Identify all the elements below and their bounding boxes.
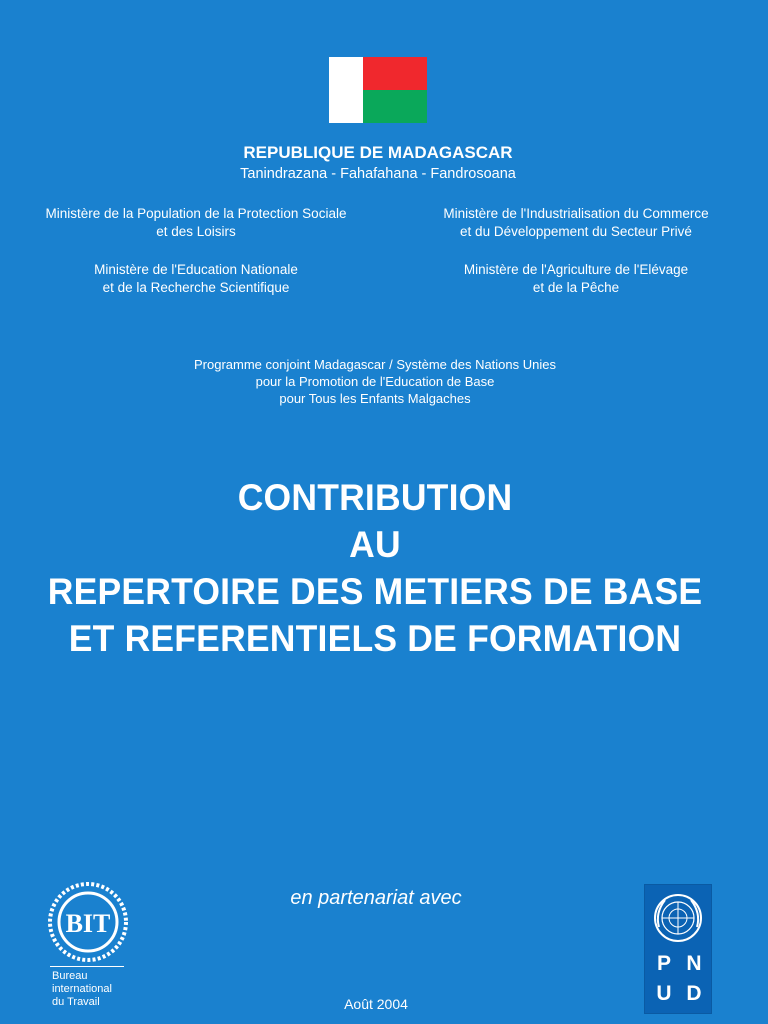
- ministry-industry: Ministère de l'Industrialisation du Commerce et du Développement du Secteur Privé: [443, 206, 709, 239]
- programme-description: Programme conjoint Madagascar / Système des Nations Unies pour la Promotion de l'Education de Base pour Tous les Enfants Malgaches: [194, 357, 556, 406]
- bit-name: Bureau international du Travail: [52, 970, 112, 1008]
- bit-divider: [50, 966, 124, 967]
- ministry-agriculture: Ministère de l'Agriculture de l'Elévage et de la Pêche: [463, 262, 689, 295]
- republic-title: REPUBLIQUE DE MADAGASCAR: [243, 143, 513, 162]
- pnud-letter-u: U: [656, 982, 672, 1005]
- madagascar-flag: [329, 57, 427, 123]
- un-emblem-icon: [651, 891, 705, 945]
- document-title: CONTRIBUTION AU REPERTOIRE DES METIERS DE BASE ET REFERENTIELS DE FORMATION: [47, 477, 703, 659]
- ministry-education: Ministère de l'Education Nationale et de la Recherche Scientifique: [94, 262, 298, 295]
- national-motto: Tanindrazana - Fahafahana - Fandrosoana: [240, 166, 516, 182]
- pnud-letter-d: D: [686, 982, 702, 1005]
- ministry-population: Ministère de la Population de la Protection Sociale et des Loisirs: [45, 206, 347, 239]
- bit-logo-icon: [40, 880, 136, 976]
- publication-date: Août 2004: [344, 996, 408, 1012]
- pnud-logo: [644, 884, 712, 1014]
- pnud-letter-p: P: [656, 952, 671, 975]
- pnud-letter-n: N: [686, 952, 702, 975]
- partnership-label: en partenariat avec: [290, 887, 462, 909]
- svg-text:BIT: BIT: [65, 909, 111, 938]
